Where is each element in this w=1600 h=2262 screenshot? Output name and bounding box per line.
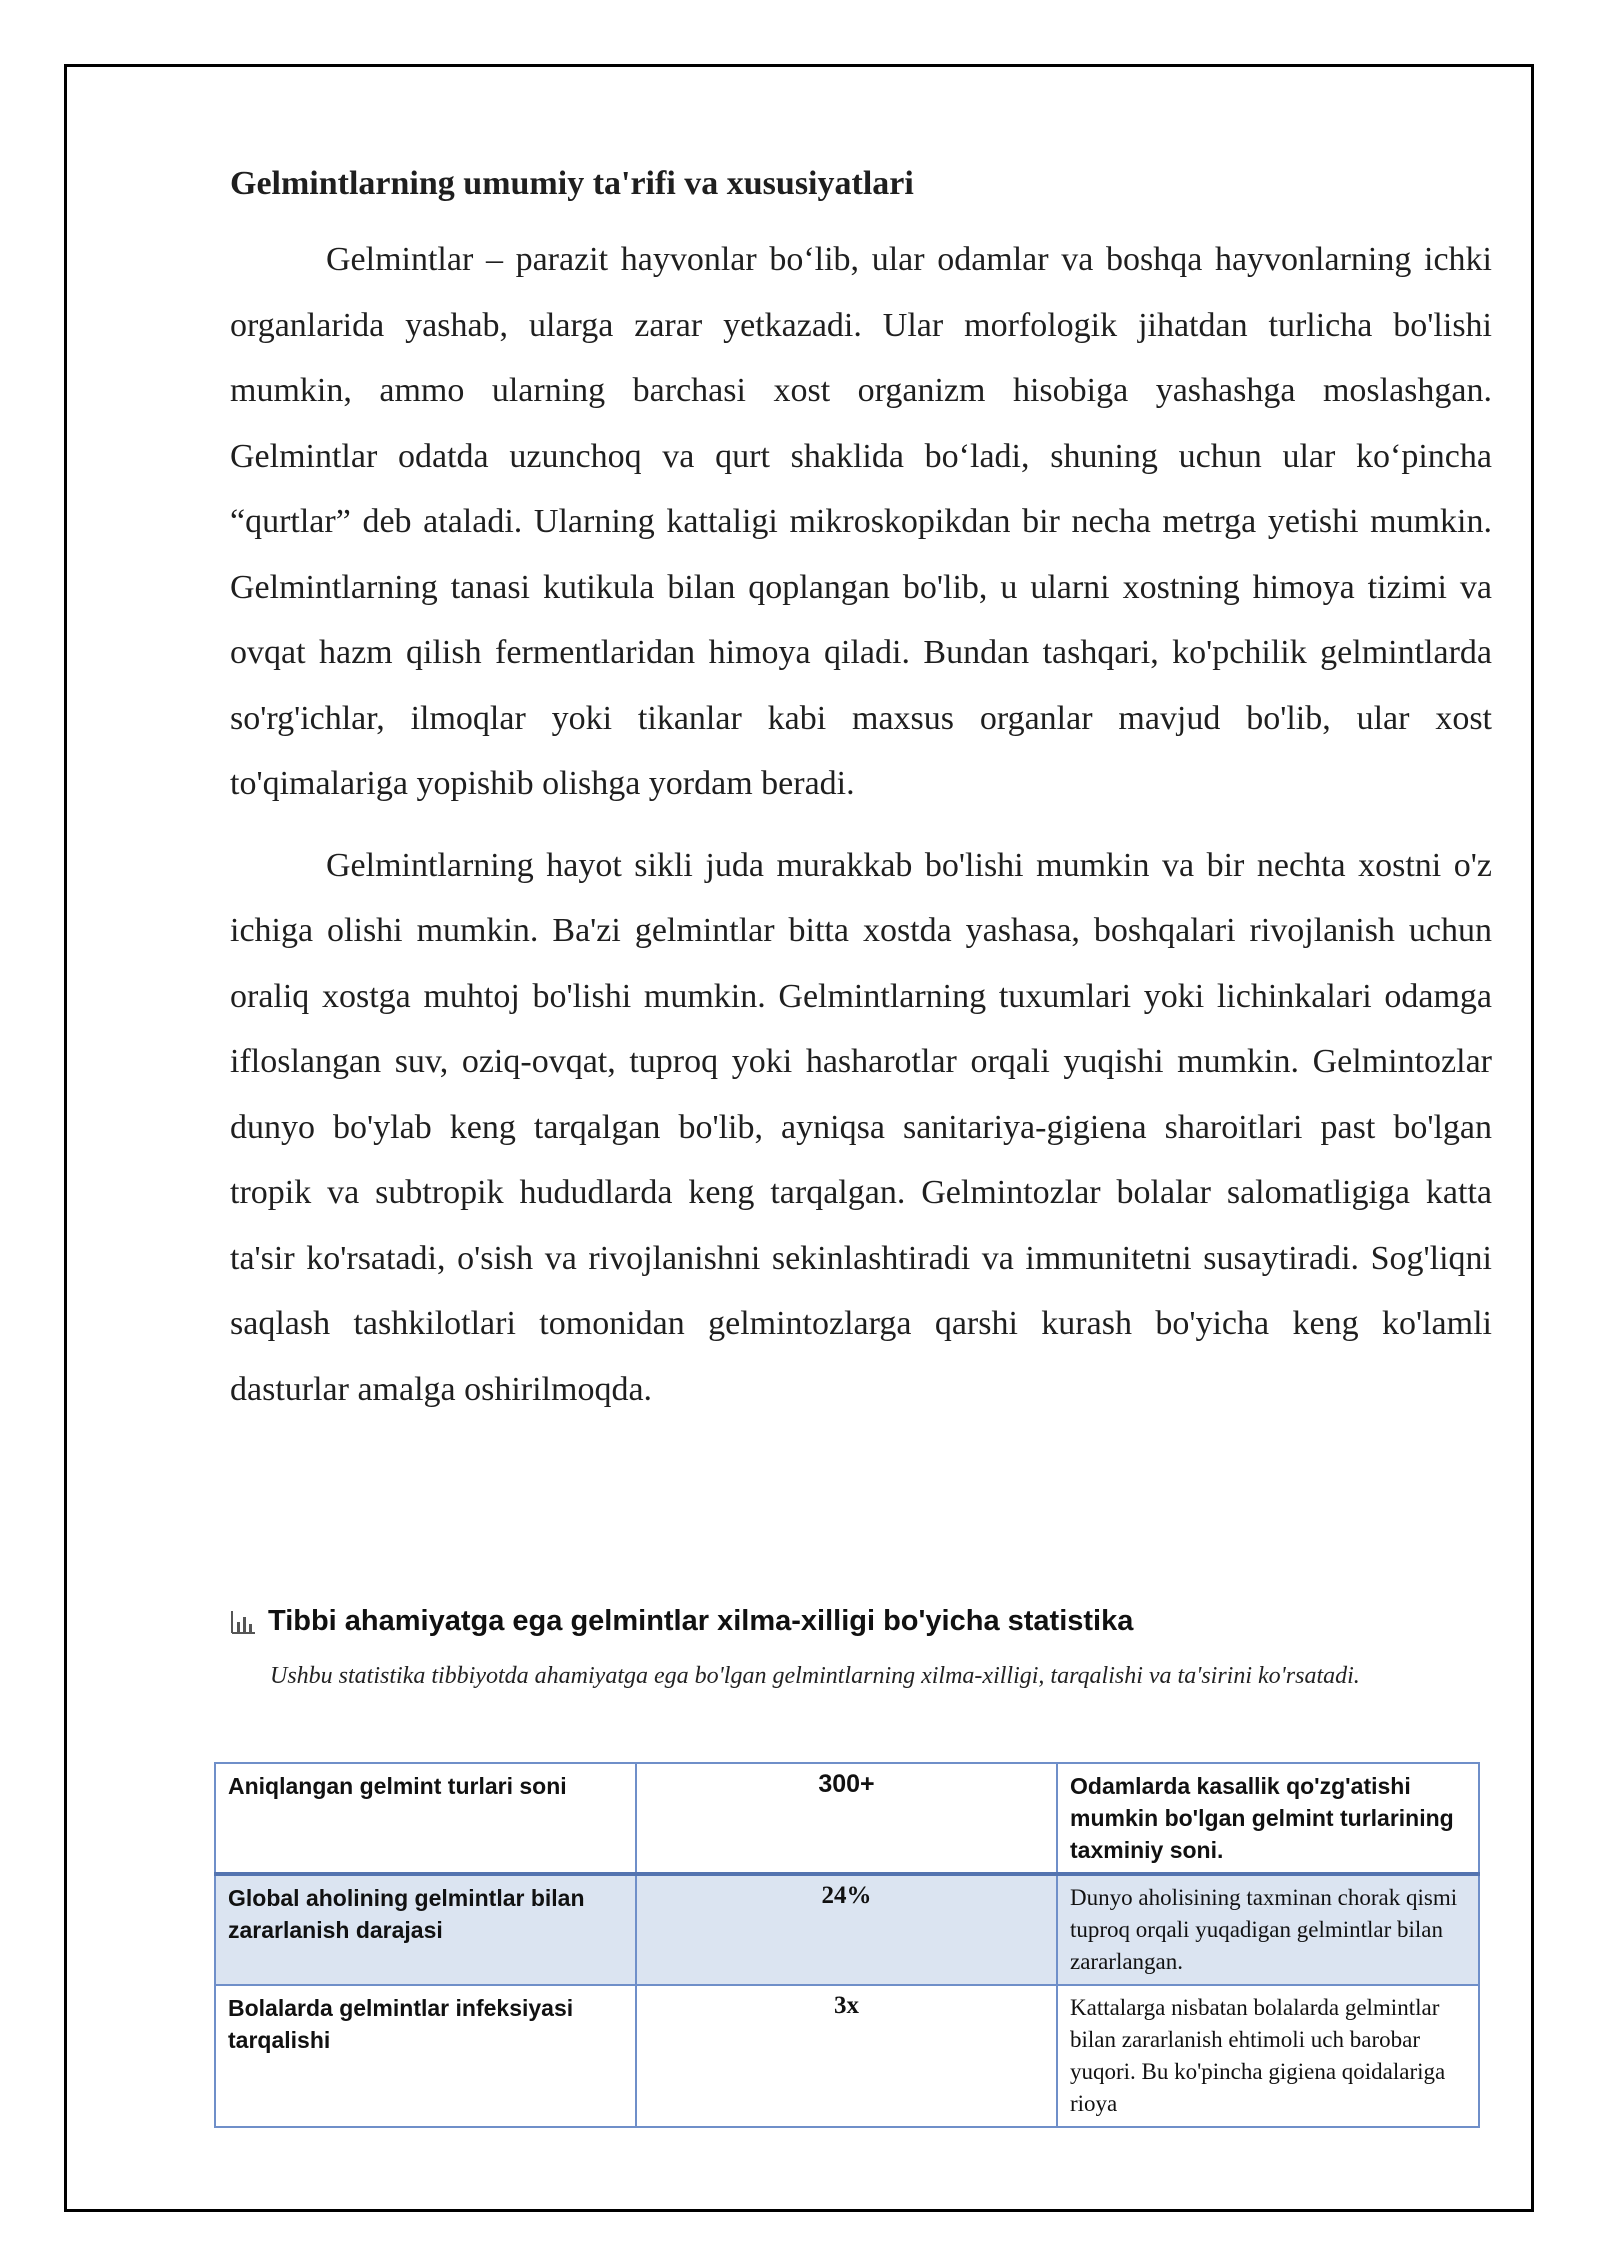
row-label: Global aholining gelmintlar bilan zararlanish darajasi [215, 1874, 636, 1985]
statistics-table [214, 1762, 1480, 2128]
statistics-block [230, 1605, 1480, 1694]
bar-chart-icon [230, 1609, 256, 1635]
statistics-title-row [230, 1605, 1480, 1638]
row-value: 300+ [636, 1763, 1057, 1874]
row-value: 3x [636, 1985, 1057, 2127]
row-label: Aniqlangan gelmint turlari soni [215, 1763, 636, 1874]
row-note: Odamlarda kasallik qo'zg'atishi mumkin bo'lgan gelmint turlarining taxminiy soni. [1057, 1763, 1479, 1874]
table-row [215, 1763, 1479, 1874]
paragraph-intro: Gelmintlar – parazit hayvonlar bo‘lib, ular odamlar va boshqa hayvonlarning ichki organlarida yashab, ularga zarar yetkazadi. Ular morfologik jihatdan turlicha bo'lishi mumkin, ammo ularning barchasi xost organizm hisobiga yashashga moslashgan. Gelmintlar odatda uzunchoq va qurt shaklida bo‘ladi, shuning uchun ular ko‘pincha “qurtlar” deb ataladi. Ularning kattaligi mikroskopikdan bir necha metrga yetishi mumkin. Gelmintlarning tanasi kutikula bilan qoplangan bo'lib, u ularni xostning himoya tizimi va ovqat hazm qilish fermentlaridan himoya qiladi. Bundan tashqari, ko'pchilik gelmintlarda so'rg'ichlar, ilmoqlar yoki tikanlar kabi maxsus organlar mavjud bo'lib, ular xost to'qimalariga yopishib olishga yordam beradi. [230, 241, 1492, 802]
paragraph-life-cycle: Gelmintlarning hayot sikli juda murakkab bo'lishi mumkin va bir nechta xostni o'z ichiga olishi mumkin. Ba'zi gelmintlar bitta xostda yashasa, boshqalari rivojlanish uchun oraliq xostga muhtoj bo'lishi mumkin. Gelmintlarning tuxumlari yoki lichinkalari odamga ifloslangan suv, oziq-ovqat, tuproq yoki hasharotlar orqali yuqishi mumkin. Gelmintozlar dunyo bo'ylab keng tarqalgan bo'lib, ayniqsa sanitariya-gigiena sharoitlari past bo'lgan tropik va subtropik hududlarda keng tarqalgan. Gelmintozlar bolalar salomatligiga katta ta'sir ko'rsatadi, o'sish va rivojlanishni sekinlashtiradi va immunitetni susaytiradi. Sog'liqni saqlash tashkilotlari tomonidan gelmintozlarga qarshi kurash bo'yicha keng ko'lamli dasturlar amalga oshirilmoqda. [230, 846, 1492, 1408]
document-body [230, 165, 1492, 1438]
statistics-title: Tibbi ahamiyatga ega gelmintlar xilma-xilligi bo'yicha statistika [268, 1605, 1134, 1637]
row-note: Dunyo aholisining taxminan chorak qismi tuproq orqali yuqadigan gelmintlar bilan zararlangan. [1057, 1874, 1479, 1985]
row-note: Kattalarga nisbatan bolalarda gelmintlar bilan zararlanish ehtimoli uch barobar yuqori. Bu ko'pincha gigiena qoidalariga rioya [1057, 1985, 1479, 2127]
row-label: Bolalarda gelmintlar infeksiyasi tarqalishi [215, 1985, 636, 2127]
section-heading: Gelmintlarning umumiy ta'rifi va xususiyatlari [230, 165, 914, 202]
table-row [215, 1874, 1479, 1985]
row-value: 24% [636, 1874, 1057, 1985]
statistics-description: Ushbu statistika tibbiyotda ahamiyatga ega bo'lgan gelmintlarning xilma-xilligi, tarqalishi va ta'sirini ko'rsatadi. [270, 1663, 1360, 1689]
table-row [215, 1985, 1479, 2127]
